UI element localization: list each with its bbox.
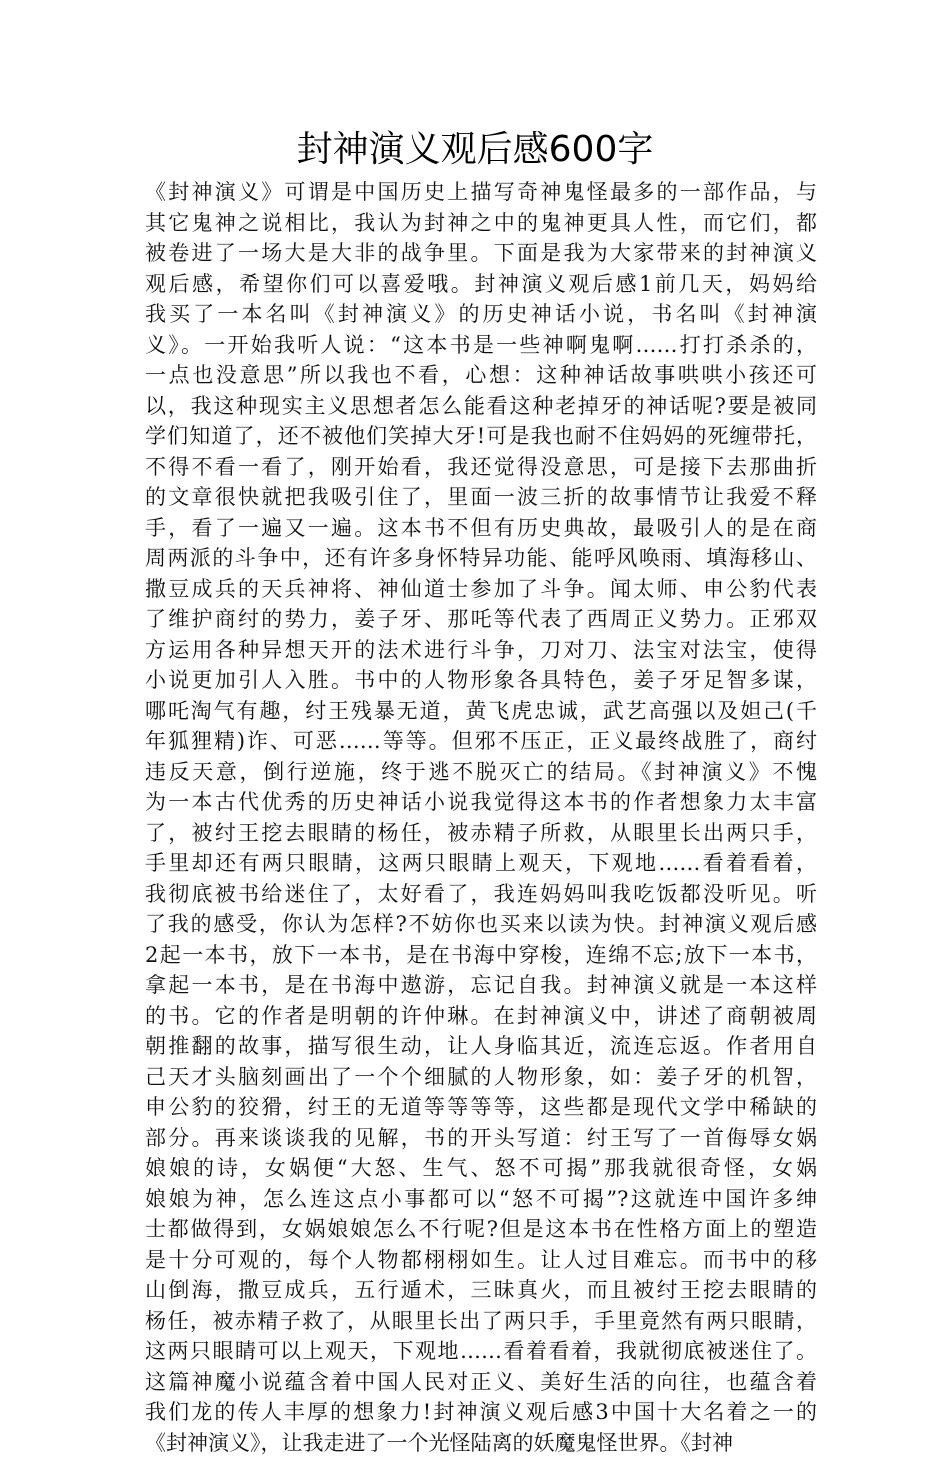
body-line: 2起一本书，放下一本书，是在书海中穿梭，连绵不忘;放下一本书， <box>145 940 817 971</box>
body-line: 撒豆成兵的天兵神将、神仙道士参加了斗争。闻太师、申公豹代表 <box>145 574 817 605</box>
body-line: 申公豹的狡猾，纣王的无道等等等等，这些都是现代文学中稀缺的 <box>145 1092 817 1123</box>
body-line: 不得不看一看了，刚开始看，我还觉得没意思，可是接下去那曲折 <box>145 452 817 483</box>
document-title: 封神演义观后感600字 <box>0 126 950 174</box>
body-line: 《封神演义》可谓是中国历史上描写奇神鬼怪最多的一部作品，与 <box>145 177 817 208</box>
body-line: 手，看了一遍又一遍。这本书不但有历史典故，最吸引人的是在商 <box>145 513 817 544</box>
body-line: 小说更加引人入胜。书中的人物形象各具特色，姜子牙足智多谋， <box>145 665 817 696</box>
body-line: 周两派的斗争中，还有许多身怀特异功能、能呼风唤雨、填海移山、 <box>145 543 817 574</box>
body-line: 己天才头脑刻画出了一个个细腻的人物形象，如：姜子牙的机智， <box>145 1062 817 1093</box>
body-line: 这篇神魔小说蕴含着中国人民对正义、美好生活的向往，也蕴含着 <box>145 1367 817 1398</box>
body-line: 我彻底被书给迷住了，太好看了，我连妈妈叫我吃饭都没听见。听 <box>145 879 817 910</box>
body-line: 手里却还有两只眼睛，这两只眼睛上观天，下观地……看着看着， <box>145 848 817 879</box>
body-line: 观后感，希望你们可以喜爱哦。封神演义观后感1前几天，妈妈给 <box>145 269 817 300</box>
body-line: 的书。它的作者是明朝的许仲琳。在封神演义中，讲述了商朝被周 <box>145 1001 817 1032</box>
body-line: 《封神演义》，让我走进了一个光怪陆离的妖魔鬼怪世界。《封神 <box>145 1428 817 1458</box>
body-line: 学们知道了，还不被他们笑掉大牙!可是我也耐不住妈妈的死缠带托， <box>145 421 817 452</box>
body-line: 一点也没意思”所以我也不看，心想：这种神话故事哄哄小孩还可 <box>145 360 817 391</box>
body-line: 娘娘的诗，女娲便“大怒、生气、怒不可揭”那我就很奇怪，女娲 <box>145 1153 817 1184</box>
body-line: 部分。再来谈谈我的见解，书的开头写道：纣王写了一首侮辱女娲 <box>145 1123 817 1154</box>
body-line: 我们龙的传人丰厚的想象力!封神演义观后感3中国十大名着之一的 <box>145 1397 817 1428</box>
body-line: 朝推翻的故事，描写很生动，让人身临其近，流连忘返。作者用自 <box>145 1031 817 1062</box>
body-line: 士都做得到，女娲娘娘怎么不行呢?但是这本书在性格方面上的塑造 <box>145 1214 817 1245</box>
body-line: 拿起一本书，是在书海中遨游，忘记自我。封神演义就是一本这样 <box>145 970 817 1001</box>
body-line: 娘娘为神，怎么连这点小事都可以“怒不可揭”?这就连中国许多绅 <box>145 1184 817 1215</box>
body-line: 年狐狸精)诈、可恶……等等。但邪不压正，正义最终战胜了，商纣 <box>145 726 817 757</box>
body-line: 了，被纣王挖去眼睛的杨任，被赤精子所救，从眼里长出两只手， <box>145 818 817 849</box>
body-line: 被卷进了一场大是大非的战争里。下面是我为大家带来的封神演义 <box>145 238 817 269</box>
document-body <box>145 177 817 1458</box>
body-line: 义》。一开始我听人说：“这本书是一些神啊鬼啊……打打杀杀的， <box>145 330 817 361</box>
body-line: 以，我这种现实主义思想者怎么能看这种老掉牙的神话呢?要是被同 <box>145 391 817 422</box>
body-line: 是十分可观的，每个人物都栩栩如生。让人过目难忘。而书中的移 <box>145 1245 817 1276</box>
body-line: 方运用各种异想天开的法术进行斗争，刀对刀、法宝对法宝，使得 <box>145 635 817 666</box>
body-line: 杨任，被赤精子救了，从眼里长出了两只手，手里竟然有两只眼睛， <box>145 1306 817 1337</box>
body-line: 了我的感受，你认为怎样?不妨你也买来以读为快。封神演义观后感 <box>145 909 817 940</box>
body-line: 我买了一本名叫《封神演义》的历史神话小说，书名叫《封神演 <box>145 299 817 330</box>
body-line: 哪吒淘气有趣，纣王残暴无道，黄飞虎忠诚，武艺高强以及妲己(千 <box>145 696 817 727</box>
body-line: 为一本古代优秀的历史神话小说我觉得这本书的作者想象力太丰富 <box>145 787 817 818</box>
body-line: 了维护商纣的势力，姜子牙、那吒等代表了西周正义势力。正邪双 <box>145 604 817 635</box>
body-line: 的文章很快就把我吸引住了，里面一波三折的故事情节让我爱不释 <box>145 482 817 513</box>
body-line: 这两只眼睛可以上观天，下观地……看着看着，我就彻底被迷住了。 <box>145 1336 817 1367</box>
body-line: 其它鬼神之说相比，我认为封神之中的鬼神更具人性，而它们，都 <box>145 208 817 239</box>
body-line: 山倒海，撒豆成兵，五行遁术，三昧真火，而且被纣王挖去眼睛的 <box>145 1275 817 1306</box>
body-line: 违反天意，倒行逆施，终于逃不脱灭亡的结局。《封神演义》不愧 <box>145 757 817 788</box>
